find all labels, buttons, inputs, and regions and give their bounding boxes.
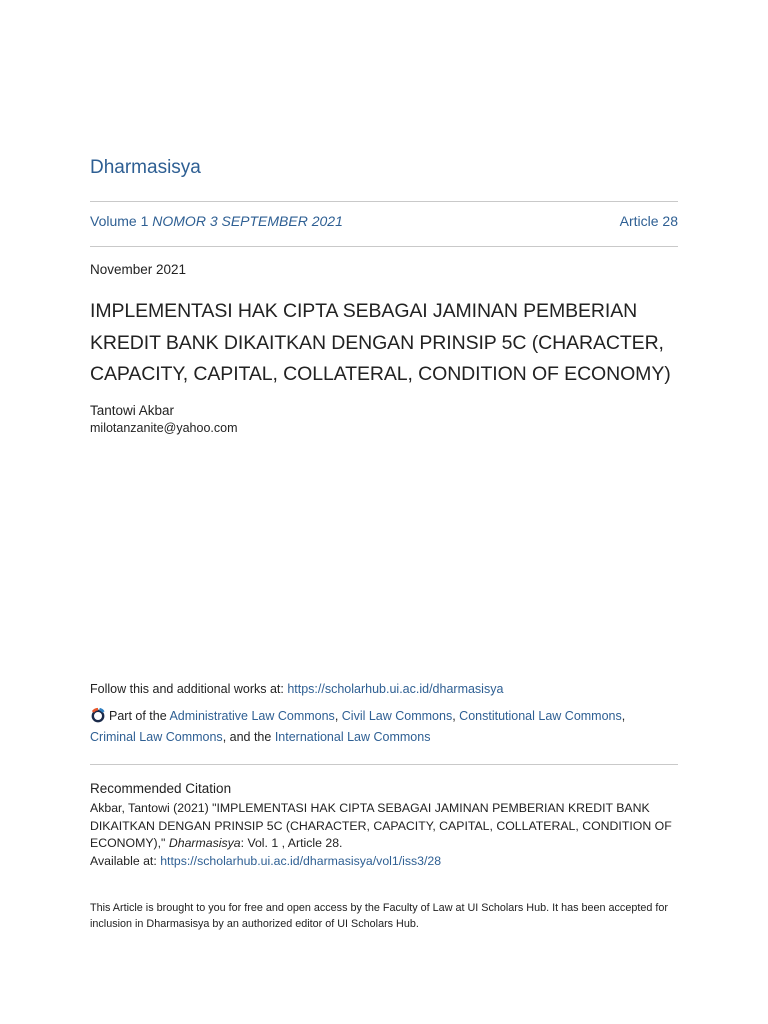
citation-url-link[interactable]: https://scholarhub.ui.ac.id/dharmasisya/vol1/iss3/28 <box>160 853 442 868</box>
part-of-commons <box>90 706 678 748</box>
follow-text: Follow this and additional works at: <box>90 682 288 696</box>
citation-rest: : Vol. 1 , Article 28. <box>240 836 343 850</box>
open-access-icon <box>90 707 106 723</box>
follow-url-link[interactable]: https://scholarhub.ui.ac.id/dharmasisya <box>287 682 504 696</box>
citation-text: Akbar, Tantowi (2021) "IMPLEMENTASI HAK CIPTA SEBAGAI JAMINAN PEMBERIAN KREDIT BANK DIKAITKAN DENGAN PRINSIP 5C (CHARACTER, CAPACITY, CAPITAL, COLLATERAL, CONDITION OF ECONOMY)," <box>90 801 672 850</box>
citation-heading: Recommended Citation <box>90 781 232 796</box>
citation-journal: Dharmasisya <box>168 836 241 850</box>
journal-name-link[interactable]: Dharmasisya <box>90 157 201 178</box>
divider-top <box>90 201 678 202</box>
publication-date: November 2021 <box>90 262 187 277</box>
separator: , <box>452 709 460 723</box>
access-footer: This Article is brought to you for free and open access by the Faculty of Law at UI Scholars Hub. It has been accepted for inclusion in Dharmasisya by an authorized editor of UI Scholars Hub. <box>90 902 668 930</box>
article-title: IMPLEMENTASI HAK CIPTA SEBAGAI JAMINAN PEMBERIAN KREDIT BANK DIKAITKAN DENGAN PRINSIP 5C (CHARACTER, CAPACITY, CAPITAL, COLLATERAL, CONDITION OF ECONOMY) <box>90 300 671 385</box>
separator: , <box>621 709 626 723</box>
volume-row <box>90 213 678 229</box>
commons-link-criminal[interactable]: Criminal Law Commons <box>90 730 223 744</box>
part-of-prefix: Part of the <box>109 709 170 723</box>
separator: , <box>334 709 342 723</box>
author-email: milotanzanite@yahoo.com <box>90 421 238 435</box>
divider-bottom <box>90 764 678 765</box>
citation-body <box>90 800 678 870</box>
commons-link-civil[interactable]: Civil Law Commons <box>341 709 453 723</box>
article-link[interactable]: Article 28 <box>619 213 678 229</box>
divider-mid <box>90 246 678 247</box>
commons-link-administrative[interactable]: Administrative Law Commons <box>169 709 335 723</box>
issue-link[interactable]: NOMOR 3 SEPTEMBER 2021 <box>152 213 343 229</box>
follow-line <box>90 682 503 696</box>
available-label: Available at: <box>90 853 161 868</box>
commons-link-constitutional[interactable]: Constitutional Law Commons <box>459 709 622 723</box>
author-name: Tantowi Akbar <box>90 403 175 418</box>
commons-link-international[interactable]: International Law Commons <box>274 730 431 744</box>
volume-link[interactable]: Volume 1 <box>90 213 149 229</box>
and-the-text: , and the <box>222 730 275 744</box>
